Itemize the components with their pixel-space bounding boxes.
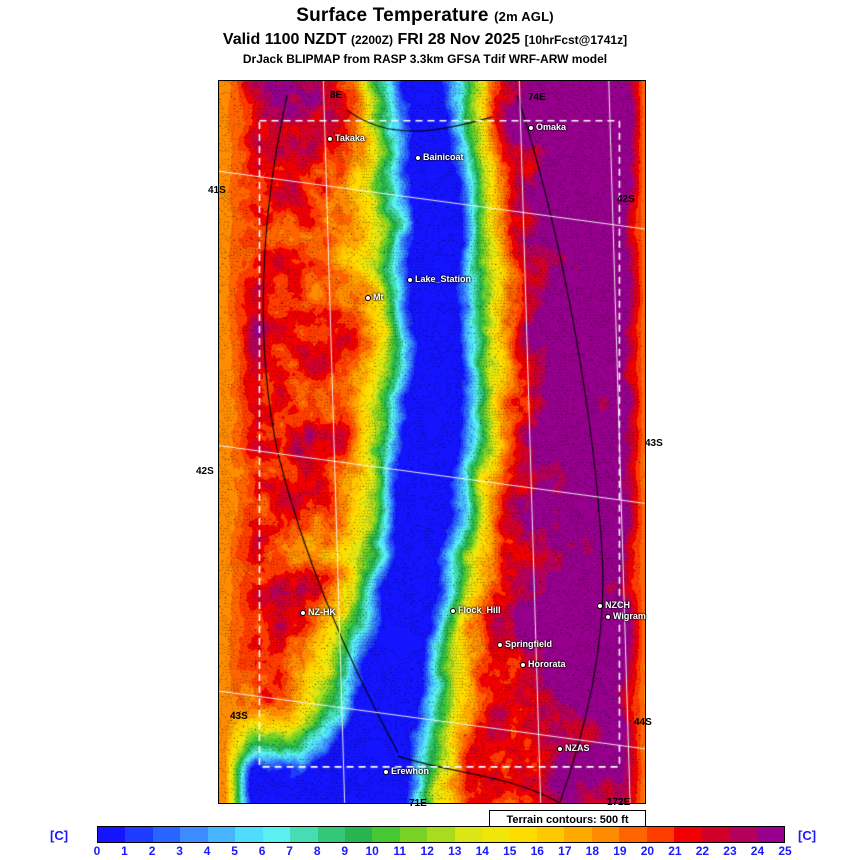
- colorbar-swatch: [510, 827, 537, 842]
- colorbar-swatch: [345, 827, 372, 842]
- colorbar-swatch: [674, 827, 701, 842]
- colorbar-tick: 20: [640, 844, 655, 858]
- colorbar-tick: 10: [365, 844, 379, 858]
- valid-date: FRI 28 Nov 2025: [397, 31, 521, 48]
- colorbar-tick: 11: [393, 844, 407, 858]
- colorbar-swatch: [98, 827, 125, 842]
- city-label: NZ-HK: [308, 607, 336, 617]
- colorbar-tick: 0: [93, 844, 101, 858]
- colorbar-swatch: [482, 827, 509, 842]
- colorbar-swatch: [400, 827, 427, 842]
- city-label: Takaka: [335, 133, 365, 143]
- valid-time-utc: (2200Z): [350, 33, 394, 47]
- city-label: Omaka: [536, 122, 567, 132]
- colorbar-swatch: [592, 827, 619, 842]
- page-title-text: Surface Temperature: [296, 5, 489, 26]
- colorbar-tick: 3: [176, 844, 183, 858]
- geo-coordinate-label: 74E: [528, 92, 546, 103]
- geo-coordinate-label: 41S: [208, 185, 226, 196]
- valid-time-line: [0, 31, 850, 49]
- colorbar-tick: 25: [778, 844, 792, 858]
- colorbar-tick: 22: [695, 844, 710, 858]
- city-label: Lake_Station: [415, 274, 472, 284]
- header-block: [0, 0, 850, 66]
- colorbar-tick: 24: [750, 844, 765, 858]
- colorbar-unit-right: [C]: [798, 828, 817, 843]
- temperature-field: [219, 81, 645, 803]
- model-line: DrJack BLIPMAP from RASP 3.3km GFSA Tdif WRF-ARW model: [242, 52, 608, 66]
- colorbar-tick: 1: [121, 844, 128, 858]
- geo-coordinate-label: 71E: [409, 798, 427, 809]
- geo-coordinate-label: 42S: [196, 466, 214, 477]
- colorbar-tick: 19: [613, 844, 627, 858]
- colorbar-tick: 5: [231, 844, 238, 858]
- colorbar-tick: 9: [341, 844, 349, 858]
- colorbar-tick: 15: [503, 844, 517, 858]
- city-label: Wigram: [613, 611, 646, 621]
- colorbar-swatch: [125, 827, 152, 842]
- geo-coordinate-label: 8E: [330, 90, 343, 101]
- colorbar-swatch: [427, 827, 454, 842]
- forecast-tag: [10hrFcst@1741z]: [524, 33, 628, 47]
- colorbar-tick-labels: [93, 844, 792, 860]
- geo-coordinate-label: 43S: [230, 711, 248, 722]
- colorbar-swatch: [208, 827, 235, 842]
- colorbar-swatch: [235, 827, 262, 842]
- valid-time-local: Valid 1100 NZDT: [222, 31, 347, 48]
- colorbar-tick: 6: [258, 844, 266, 858]
- colorbar-swatch: [290, 827, 317, 842]
- city-label: Erewhon: [391, 766, 430, 776]
- geo-coordinate-label: 42S: [617, 194, 635, 205]
- colorbar-swatch: [372, 827, 399, 842]
- geo-coordinate-label: 43S: [645, 438, 663, 449]
- colorbar-unit-left: [C]: [50, 828, 69, 843]
- colorbar-tick: 18: [585, 844, 600, 858]
- colorbar-tick: 17: [558, 844, 572, 858]
- colorbar-tick: 8: [313, 844, 321, 858]
- city-label: Hororata: [528, 659, 566, 669]
- colorbar-tick: 2: [148, 844, 156, 858]
- colorbar-swatch: [757, 827, 784, 842]
- colorbar-swatch: [647, 827, 674, 842]
- geo-coordinate-label: 172E: [607, 797, 631, 808]
- city-label: Bainicoat: [423, 152, 464, 162]
- page-title: [0, 5, 850, 27]
- city-label: Flock_Hill: [458, 605, 501, 615]
- colorbar-tick: 13: [448, 844, 462, 858]
- colorbar-swatch: [318, 827, 345, 842]
- city-label: NZCH: [605, 600, 630, 610]
- colorbar-tick: 23: [723, 844, 737, 858]
- colorbar-swatch: [564, 827, 591, 842]
- colorbar-panel: [0, 826, 850, 860]
- colorbar-gradient: [97, 826, 785, 843]
- geo-coordinate-label: 44S: [634, 717, 652, 728]
- colorbar-swatch: [180, 827, 207, 842]
- colorbar-swatch: [455, 827, 482, 842]
- colorbar-swatch: [537, 827, 564, 842]
- colorbar-swatch: [619, 827, 646, 842]
- page-title-suffix: (2m AGL): [494, 9, 554, 24]
- colorbar-swatch: [729, 827, 756, 842]
- city-label: Mt: [373, 292, 384, 302]
- colorbar-tick: 21: [668, 844, 682, 858]
- city-label: Springfield: [505, 639, 552, 649]
- colorbar-swatch: [153, 827, 180, 842]
- colorbar-tick: 16: [530, 844, 544, 858]
- terrain-contour-note: Terrain contours: 500 ft: [489, 810, 646, 828]
- colorbar-tick: 7: [286, 844, 293, 858]
- colorbar-swatch: [702, 827, 729, 842]
- colorbar-tick: 14: [475, 844, 489, 858]
- map-panel[interactable]: [218, 80, 646, 804]
- colorbar-swatch: [263, 827, 290, 842]
- colorbar-tick: 12: [420, 844, 434, 858]
- city-label: NZAS: [565, 743, 590, 753]
- colorbar-tick: 4: [203, 844, 211, 858]
